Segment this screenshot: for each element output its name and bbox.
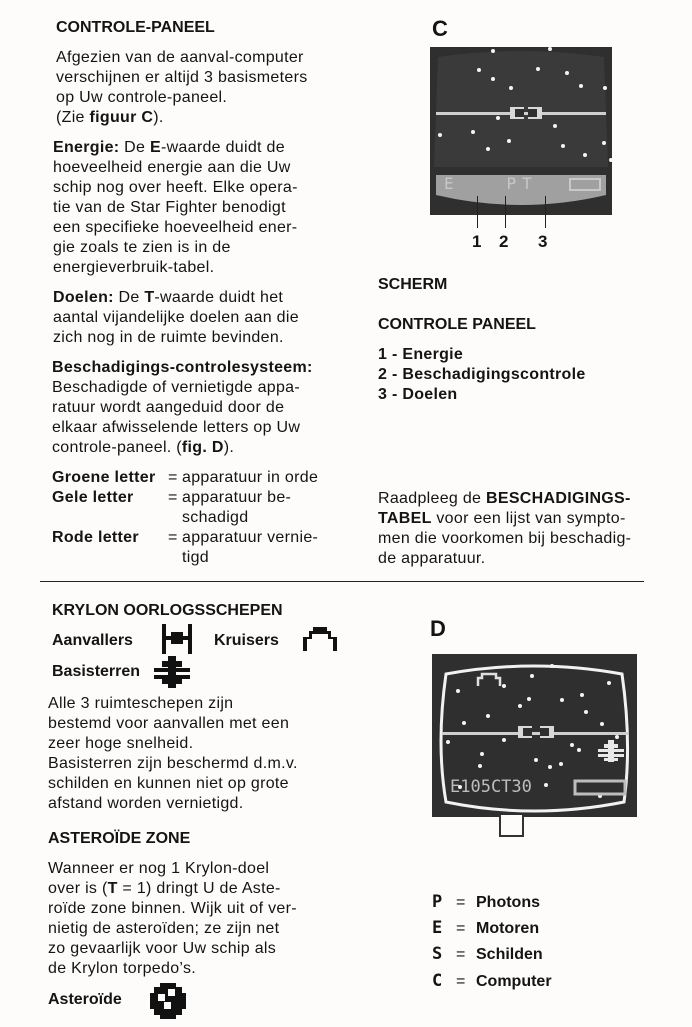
- legend-label: Schilden: [476, 946, 543, 963]
- text-line: [48, 939, 297, 959]
- raadpleeg-text: [378, 529, 631, 569]
- asteroide-text-a: [48, 859, 297, 899]
- text-line: [53, 258, 298, 278]
- figure-d-label: D: [430, 616, 446, 641]
- text-run: de Krylon torpedo’s.: [48, 960, 197, 977]
- section-divider: [40, 581, 644, 582]
- legend-row-computer: [432, 971, 552, 992]
- text-line: [48, 859, 297, 879]
- figure-c-label: C: [432, 16, 448, 41]
- text-line: [48, 899, 297, 919]
- section-title-controle-paneel: CONTROLE-PANEEL: [56, 19, 215, 36]
- equals: =: [168, 529, 178, 546]
- figure-ref: figuur C: [89, 109, 154, 126]
- text-run: apparatuur vernie-: [182, 529, 319, 546]
- text-run: schip nog over heeft. Elke opera-: [53, 179, 298, 196]
- text-run: zeer hoge snelheid.: [48, 735, 194, 752]
- text-run: nietig de asteroïden; ze zijn net: [48, 920, 280, 937]
- text: -waarde duidt het: [154, 289, 284, 306]
- asteroide-mid: [108, 880, 118, 897]
- text-line: [182, 548, 318, 568]
- aanvaller-ship-icon: [160, 624, 194, 654]
- text-line: [378, 529, 631, 549]
- text: ).: [153, 109, 164, 126]
- controle-list-item: [378, 345, 586, 365]
- text-bold: E: [149, 139, 161, 156]
- doelen-first-line: [53, 288, 299, 308]
- text-line: [182, 468, 318, 488]
- raadpleeg-paragraph: [378, 489, 631, 569]
- text-run: gie zoals te zien is in de: [53, 239, 231, 256]
- letter-row: [52, 528, 352, 568]
- intro-line: op Uw controle-paneel.: [56, 89, 228, 106]
- item-number: 2: [378, 366, 388, 383]
- basisster-on-screen-icon: [598, 740, 624, 762]
- item-label: Doelen: [402, 386, 458, 403]
- text-run: hoeveelheid energie aan die Uw: [53, 159, 291, 176]
- item-label: Energie: [402, 346, 464, 363]
- item-label: Beschadigingscontrole: [402, 366, 586, 383]
- text-run: controle-paneel. (: [52, 439, 182, 456]
- letter-label: Gele letter: [52, 489, 134, 506]
- equals: =: [456, 973, 466, 990]
- text-run: roïde zone binnen. Wijk uit of ver-: [48, 900, 297, 917]
- text-bold: T: [107, 880, 118, 897]
- text-run: apparatuur be-: [182, 489, 292, 506]
- text-line: [52, 398, 313, 418]
- letter-row: [52, 488, 352, 528]
- text-line: [53, 178, 298, 198]
- text-line: [48, 714, 298, 734]
- equals: =: [456, 920, 466, 937]
- text-run: de apparatuur.: [378, 550, 486, 567]
- separator: -: [391, 386, 398, 403]
- kruisers-label: Kruisers: [214, 632, 279, 649]
- controle-list-item: [378, 385, 586, 405]
- text-run: Basisterren zijn beschermd d.m.v.: [48, 755, 298, 772]
- figure-c-screen: [430, 47, 612, 215]
- controle-list: [378, 345, 586, 405]
- beschadiging-tail: [182, 439, 234, 456]
- doelen-text: [53, 308, 299, 348]
- aanvallers-label: Aanvallers: [52, 632, 133, 649]
- text-run: zich nog in de ruimte bevinden.: [53, 329, 284, 346]
- text: De: [119, 139, 150, 156]
- text-line: [52, 438, 313, 458]
- intro-line: Afgezien van de aanval-computer: [56, 49, 304, 66]
- legend-row-motoren: [432, 918, 539, 939]
- text: ).: [223, 439, 235, 456]
- letter-status-table: [52, 468, 352, 568]
- energie-label: Energie:: [53, 139, 120, 156]
- text-line: [48, 754, 298, 774]
- text-run: schadigd: [182, 509, 249, 526]
- legend-label: Computer: [476, 973, 552, 990]
- text: voor een lijst van sympto-: [431, 510, 626, 527]
- text-run: men die voorkomen bij beschadig-: [378, 530, 632, 547]
- text-run: tigd: [182, 549, 209, 566]
- text-line: [48, 734, 298, 754]
- section-title-asteroide: ASTEROÏDE ZONE: [48, 830, 191, 847]
- kruiser-ship-icon: [303, 627, 337, 651]
- text: De: [113, 289, 145, 306]
- text-bold: BESCHADIGINGS-: [486, 490, 631, 507]
- text-line: [48, 774, 298, 794]
- text-line: [52, 378, 313, 398]
- raadpleeg-line: [378, 509, 631, 529]
- text-line: [48, 694, 298, 714]
- kruiser-on-screen-icon: [478, 674, 500, 686]
- raadpleeg-line: [378, 489, 631, 509]
- text-run: Beschadigde of vernietigde appa-: [52, 379, 300, 396]
- callout-line: [477, 196, 478, 228]
- text: Raadpleeg de: [378, 490, 486, 507]
- beschadiging-label: Beschadigings-controlesysteem:: [52, 359, 313, 376]
- text-run: aantal vijandelijke doelen aan die: [53, 309, 299, 326]
- text-run: apparatuur in orde: [182, 469, 319, 486]
- equals: =: [168, 489, 178, 506]
- equals: =: [456, 946, 466, 963]
- letter-label: Groene letter: [52, 469, 156, 486]
- text-line: [48, 959, 297, 979]
- text-line: [378, 549, 631, 569]
- letter-meaning: [182, 528, 318, 568]
- beschadiging-text: [52, 378, 313, 458]
- text-bold: TABEL: [378, 510, 432, 527]
- text-run: Alle 3 ruimteschepen zijn: [48, 695, 234, 712]
- callout-1: 1: [472, 232, 482, 251]
- figure-ref: fig. D: [181, 439, 224, 456]
- text-line: [182, 508, 291, 528]
- scherm-heading: SCHERM: [378, 276, 448, 293]
- asteroide-text-b: [48, 899, 297, 979]
- legend-row-schilden: [432, 944, 543, 965]
- motoren-glyph-icon: E: [432, 918, 443, 938]
- control-panel-readout: E PT: [444, 174, 538, 193]
- doelen-paragraph: [53, 288, 299, 348]
- text-line: [53, 218, 298, 238]
- text-run: schilden en kunnen niet op grote: [48, 775, 289, 792]
- text-run: = 1) dringt U de Aste-: [117, 880, 281, 897]
- letter-row: [52, 468, 352, 488]
- intro-line: [56, 108, 308, 128]
- krylon-text: [48, 694, 298, 814]
- controle-list-item: [378, 365, 586, 385]
- basisterren-label: Basisterren: [52, 663, 141, 680]
- text-line: [53, 198, 298, 218]
- krylon-paragraph: [48, 694, 298, 814]
- callout-line: [545, 196, 546, 228]
- callout-3: 3: [538, 232, 548, 251]
- text-line: [53, 328, 299, 348]
- text: (Zie: [56, 109, 90, 126]
- text-line: [182, 528, 318, 548]
- separator: -: [391, 366, 398, 383]
- callout-2: 2: [499, 232, 509, 251]
- text-line: [48, 919, 297, 939]
- figure-d-screen: [432, 654, 637, 817]
- callout-line: [505, 196, 506, 228]
- letter-meaning: [182, 488, 291, 528]
- item-number: 1: [378, 346, 388, 363]
- text-run: zo gevaarlijk voor Uw schip als: [48, 940, 277, 957]
- intro-paragraph: [56, 48, 308, 128]
- text-run: energieverbruik-tabel.: [53, 259, 215, 276]
- text-line: [52, 418, 313, 438]
- text-run: elkaar afwisselende letters op Uw: [52, 419, 301, 436]
- energie-first-line: [53, 138, 298, 158]
- text-run: tie van de Star Fighter benodigt: [53, 199, 286, 216]
- text-line: [48, 794, 298, 814]
- callout-box: [499, 815, 524, 837]
- asteroid-icon: [150, 983, 186, 1019]
- asteroide-label: Asteroïde: [48, 991, 122, 1008]
- text-line: [48, 879, 297, 899]
- text-run: ratuur wordt aangeduid door de: [52, 399, 285, 416]
- controle-paneel-heading: CONTROLE PANEEL: [378, 316, 536, 333]
- text-line: [53, 158, 298, 178]
- text-line: [53, 238, 298, 258]
- computer-glyph-icon: C: [432, 971, 443, 991]
- text-line: [53, 308, 299, 328]
- energie-paragraph: [53, 138, 298, 278]
- schilden-glyph-icon: S: [432, 944, 443, 964]
- text-run: over is (: [48, 880, 108, 897]
- text: -waarde duidt de: [160, 139, 285, 156]
- letter-meaning: [182, 468, 318, 488]
- letter-label: Rode letter: [52, 529, 139, 546]
- legend-row-photons: [432, 892, 540, 913]
- text-bold: T: [144, 289, 155, 306]
- control-panel-readout: E105CT30: [450, 777, 532, 797]
- equals: =: [456, 894, 466, 911]
- section-title-krylon: KRYLON OORLOGSSCHEPEN: [52, 602, 283, 619]
- text-run: afstand worden vernietigd.: [48, 795, 244, 812]
- intro-line: verschijnen er altijd 3 basismeters: [56, 69, 308, 86]
- item-number: 3: [378, 386, 388, 403]
- basisster-icon: [154, 656, 190, 688]
- energie-text: [53, 158, 298, 278]
- text-run: een specifieke hoeveelheid ener-: [53, 219, 298, 236]
- separator: -: [391, 346, 398, 363]
- photons-glyph-icon: P: [432, 892, 443, 912]
- equals: =: [168, 469, 178, 486]
- beschadiging-paragraph: [52, 358, 313, 458]
- text-run: bestemd voor aanvallen met een: [48, 715, 290, 732]
- legend-label: Photons: [476, 894, 540, 911]
- asteroide-paragraph: [48, 859, 297, 979]
- text-line: [182, 488, 291, 508]
- legend-label: Motoren: [476, 920, 540, 937]
- text-run: Wanneer er nog 1 Krylon-doel: [48, 860, 270, 877]
- doelen-label: Doelen:: [53, 289, 114, 306]
